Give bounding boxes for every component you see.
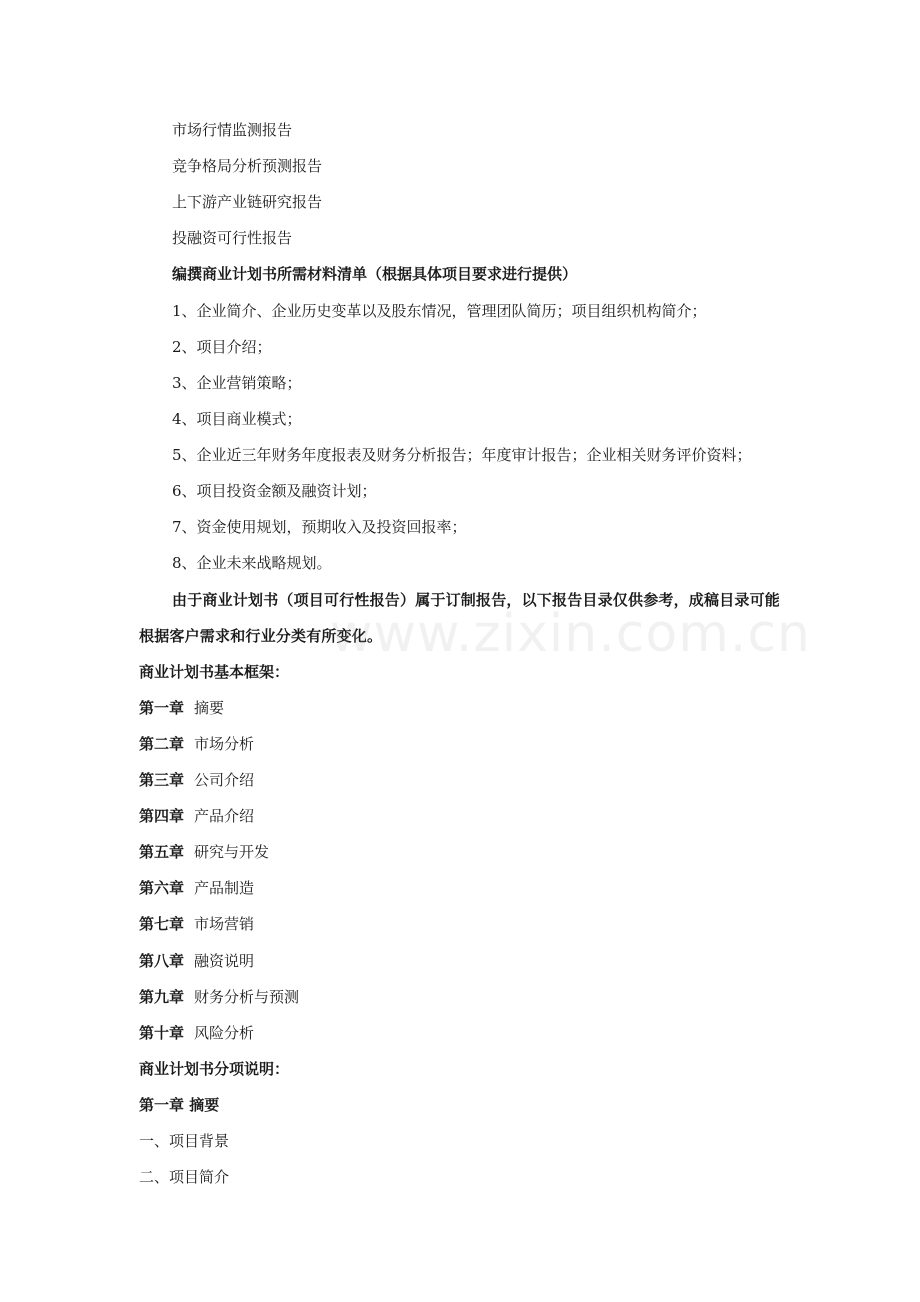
materials-item: 4、项目商业模式；: [172, 410, 302, 428]
chapter-title: 研究与开发: [194, 843, 270, 861]
chapter-label: 第二章: [139, 735, 185, 753]
chapter-item: [139, 951, 254, 971]
chapter-title: 融资说明: [194, 952, 255, 970]
chapter-title: 财务分析与预测: [194, 988, 300, 1006]
chapter-title: 风险分析: [194, 1024, 255, 1042]
chapter-label: 第八章: [139, 952, 185, 970]
materials-item: 3、企业营销策略；: [172, 374, 302, 392]
chapter-item: [139, 914, 254, 934]
chapter-item: [139, 698, 224, 718]
materials-item: 5、企业近三年财务年度报表及财务分析报告；年度审计报告；企业相关财务评价资料；: [172, 446, 752, 464]
chapter-title: 产品制造: [194, 879, 255, 897]
report-link-investment-feasibility[interactable]: 投融资可行性报告: [172, 229, 293, 247]
notice-paragraph: 由于商业计划书（项目可行性报告）属于订制报告，以下报告目录仅供参考，成稿目录可能根据客户需求和行业分类有所变化。: [139, 591, 781, 645]
report-link-market-monitoring[interactable]: 市场行情监测报告: [172, 121, 293, 139]
materials-item: 6、项目投资金额及融资计划；: [172, 482, 377, 500]
framework-heading: 商业计划书基本框架：: [139, 663, 290, 681]
chapter-label: 第四章: [139, 807, 185, 825]
details-heading: 商业计划书分项说明：: [139, 1060, 290, 1078]
chapter-item: [139, 878, 254, 898]
watermark-text: www.zixin.com.cn: [330, 604, 811, 664]
chapter-item: [139, 987, 299, 1007]
details-item: 二、项目简介: [139, 1168, 230, 1186]
chapter-item: [139, 1023, 254, 1043]
materials-heading: 编撰商业计划书所需材料清单（根据具体项目要求进行提供）: [172, 265, 578, 283]
chapter-title: 公司介绍: [194, 771, 255, 789]
chapter-label: 第九章: [139, 988, 185, 1006]
chapter-label: 第七章: [139, 915, 185, 933]
chapter-title: 市场分析: [194, 735, 255, 753]
chapter-label: 第三章: [139, 771, 185, 789]
report-link-competition[interactable]: 竞争格局分析预测报告: [172, 157, 323, 175]
chapter-item: [139, 734, 254, 754]
materials-item: 1、企业简介、企业历史变革以及股东情况，管理团队简历；项目组织机构简介；: [172, 302, 707, 320]
chapter-item: [139, 770, 254, 790]
chapter-item: [139, 842, 269, 862]
chapter-title: 产品介绍: [194, 807, 255, 825]
report-link-industry-chain[interactable]: 上下游产业链研究报告: [172, 193, 323, 211]
chapter-label: 第五章: [139, 843, 185, 861]
chapter-label: 第十章: [139, 1024, 185, 1042]
chapter-label: 第六章: [139, 879, 185, 897]
chapter-title: 市场营销: [194, 915, 255, 933]
details-chapter-heading: 第一章 摘要: [139, 1096, 220, 1114]
materials-item: 8、企业未来战略规划。: [172, 554, 332, 572]
chapter-label: 第一章: [139, 699, 185, 717]
details-item: 一、项目背景: [139, 1132, 230, 1150]
chapter-title: 摘要: [194, 699, 225, 717]
materials-item: 2、项目介绍；: [172, 338, 272, 356]
materials-item: 7、资金使用规划，预期收入及投资回报率；: [172, 518, 467, 536]
chapter-item: [139, 806, 254, 826]
